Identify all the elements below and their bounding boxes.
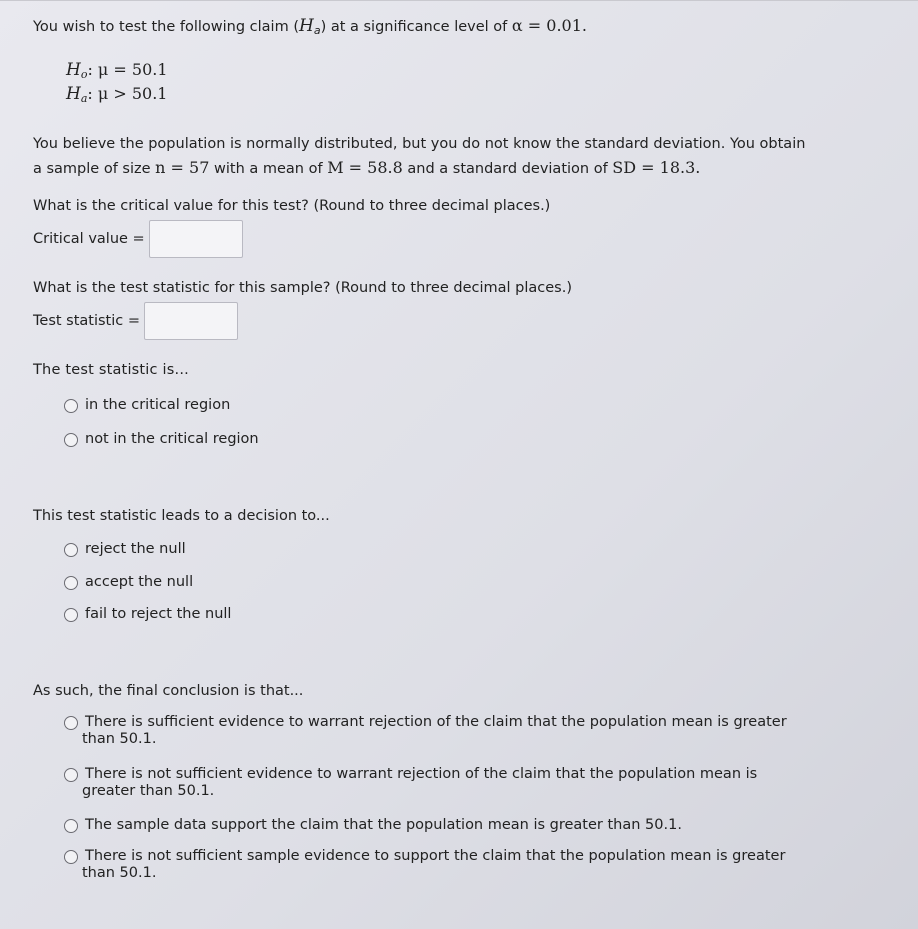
option-conclusion-2[interactable]: There is not sufficient evidence to warrant rejection of the claim that the population mean is greater than 50.1.: [64, 766, 757, 800]
region-question: The test statistic is...: [33, 362, 189, 378]
conclusion-question: As such, the final conclusion is that...: [33, 683, 304, 699]
option-conclusion-1[interactable]: There is sufficient evidence to warrant rejection of the claim that the population mean is greater than 50.1.: [64, 714, 787, 748]
statistic-question: What is the test statistic for this sample? (Round to three decimal places.): [33, 280, 572, 296]
test-statistic-label: Test statistic =: [33, 313, 141, 329]
critical-value-input[interactable]: [149, 220, 243, 258]
decision-question: This test statistic leads to a decision to...: [33, 508, 330, 524]
sample-sd: SD = 18.3.: [612, 158, 701, 177]
scenario-line-1: You believe the population is normally distributed, but you do not know the standard deviation. You obtain: [33, 136, 806, 152]
intro-text: You wish to test the following claim $(H_a)$ at a significance level of α = 0.01.: [33, 16, 587, 37]
critical-value-row: [33, 220, 243, 258]
option-in-critical-region[interactable]: in the critical region: [64, 397, 230, 414]
sample-mean: M = 58.8: [327, 158, 403, 177]
alpha-expression: α = 0.01.: [511, 16, 587, 35]
radio-icon[interactable]: [64, 576, 78, 590]
sample-size: n = 57: [155, 158, 210, 177]
radio-icon[interactable]: [64, 608, 78, 622]
option-conclusion-4[interactable]: There is not sufficient sample evidence to support the claim that the population mean is greater than 50.1.: [64, 848, 785, 882]
radio-icon[interactable]: [64, 716, 78, 730]
radio-icon[interactable]: [64, 433, 78, 447]
radio-icon[interactable]: [64, 819, 78, 833]
top-divider: [0, 0, 918, 1]
critical-value-label: Critical value =: [33, 231, 145, 247]
option-reject-null[interactable]: reject the null: [64, 541, 186, 558]
radio-icon[interactable]: [64, 768, 78, 782]
null-hypothesis: $H_o$: μ = 50.1: [66, 60, 168, 81]
test-statistic-input[interactable]: [144, 302, 238, 340]
option-conclusion-3[interactable]: The sample data support the claim that the population mean is greater than 50.1.: [64, 817, 682, 834]
radio-icon[interactable]: [64, 543, 78, 557]
option-not-in-critical-region[interactable]: not in the critical region: [64, 431, 259, 448]
option-fail-to-reject-null[interactable]: fail to reject the null: [64, 606, 231, 623]
critical-question: What is the critical value for this test? (Round to three decimal places.): [33, 198, 551, 214]
radio-icon[interactable]: [64, 399, 78, 413]
radio-icon[interactable]: [64, 850, 78, 864]
scenario-line-2: a sample of size n = 57 with a mean of M = 58.8 and a standard deviation of SD = 18.3.: [33, 158, 701, 177]
test-statistic-row: [33, 302, 238, 340]
option-accept-null[interactable]: accept the null: [64, 574, 193, 591]
alternative-hypothesis: $H_a$: μ > 50.1: [66, 84, 168, 105]
